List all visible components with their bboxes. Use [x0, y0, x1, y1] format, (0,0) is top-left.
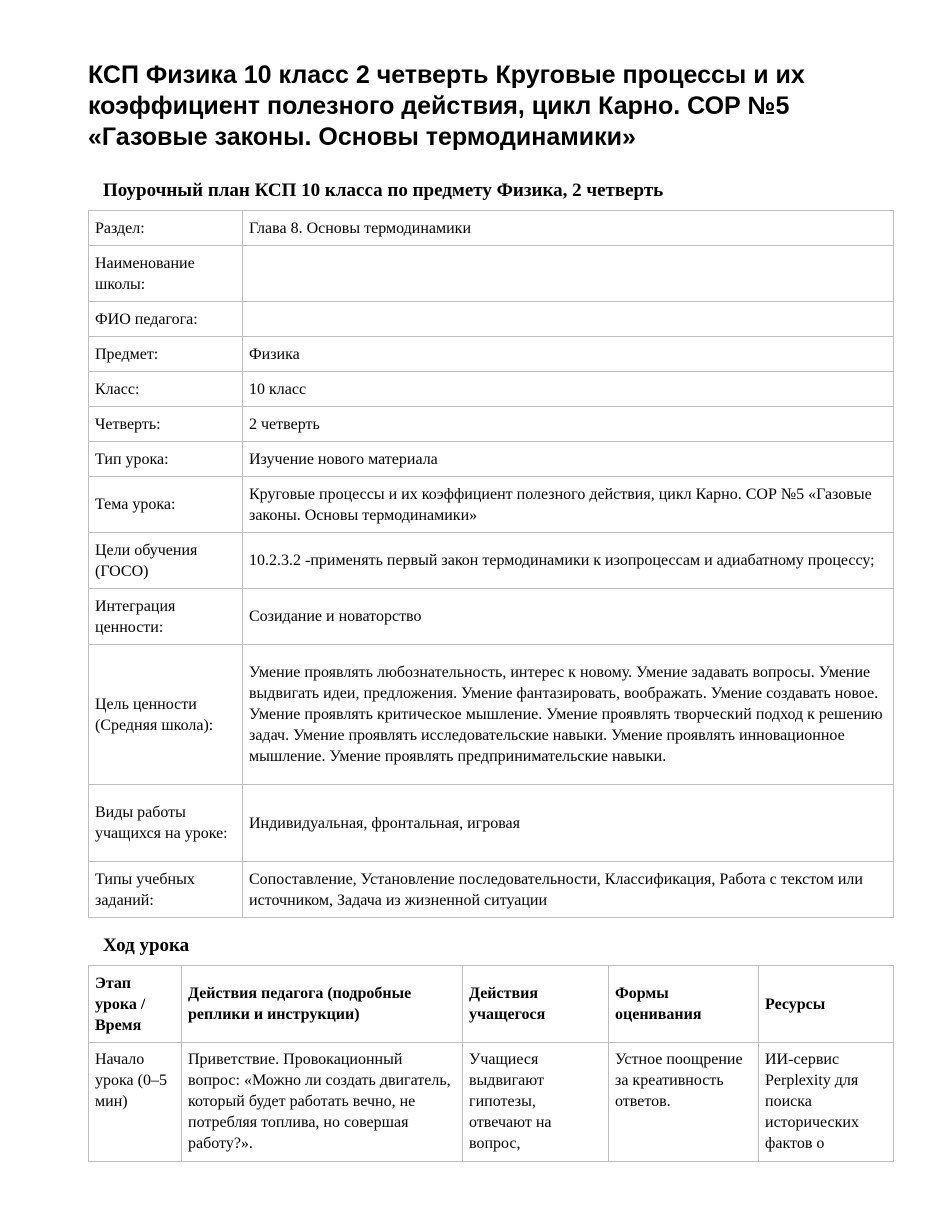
table-row: [89, 442, 894, 477]
row-label: Тема урока:: [89, 477, 243, 533]
row-label: ФИО педагога:: [89, 302, 243, 337]
table-row: [89, 372, 894, 407]
cell-student-actions: Учащиеся выдвигают гипотезы, отвечают на вопрос,: [463, 1043, 609, 1162]
row-label: Раздел:: [89, 211, 243, 246]
lesson-progress-heading: Ход урока: [103, 935, 190, 956]
table-row: [89, 785, 894, 862]
lesson-progress-table: [88, 965, 894, 1162]
cell-teacher-actions: Приветствие. Провокационный вопрос: «Можно ли создать двигатель, который будет работать вечно, не потребляя топлива, но совершая работу?».: [182, 1043, 463, 1162]
column-header-stage: Этап урока / Время: [89, 966, 182, 1043]
table-row: [89, 533, 894, 589]
row-label: Наименование школы:: [89, 246, 243, 302]
row-value: 2 четверть: [243, 407, 894, 442]
row-label: Предмет:: [89, 337, 243, 372]
table-row: [89, 246, 894, 302]
table-row: [89, 477, 894, 533]
table-row: [89, 211, 894, 246]
table-row: [89, 645, 894, 785]
row-label: Четверть:: [89, 407, 243, 442]
row-value: Созидание и новаторство: [243, 589, 894, 645]
row-label: Класс:: [89, 372, 243, 407]
table-row: [89, 862, 894, 918]
row-value: [243, 246, 894, 302]
row-value: Индивидуальная, фронтальная, игровая: [243, 785, 894, 862]
plan-heading: Поурочный план КСП 10 класса по предмету Физика, 2 четверть: [103, 180, 664, 201]
table-row: [89, 302, 894, 337]
column-header-teacher-actions: Действия педагога (подробные реплики и инструкции): [182, 966, 463, 1043]
row-label: Интеграция ценности:: [89, 589, 243, 645]
row-value: Сопоставление, Установление последовательности, Классификация, Работа с текстом или источником, Задача из жизненной ситуации: [243, 862, 894, 918]
lesson-plan-info-table: [88, 210, 894, 918]
column-header-resources: Ресурсы: [759, 966, 894, 1043]
row-label: Тип урока:: [89, 442, 243, 477]
row-label: Типы учебных заданий:: [89, 862, 243, 918]
row-value: 10.2.3.2 -применять первый закон термодинамики к изопроцессам и адиабатному процессу;: [243, 533, 894, 589]
row-value: Круговые процессы и их коэффициент полезного действия, цикл Карно. СОР №5 «Газовые законы. Основы термодинамики»: [243, 477, 894, 533]
row-label: Цель ценности (Средняя школа):: [89, 645, 243, 785]
table-row: [89, 407, 894, 442]
cell-assessment: Устное поощрение за креативность ответов.: [609, 1043, 759, 1162]
row-value: 10 класс: [243, 372, 894, 407]
cell-resources: ИИ-сервис Perplexity для поиска исторических фактов о: [759, 1043, 894, 1162]
row-label: Цели обучения (ГОСО): [89, 533, 243, 589]
table-row: [89, 589, 894, 645]
column-header-student-actions: Действия учащегося: [463, 966, 609, 1043]
document-title: КСП Физика 10 класс 2 четверть Круговые процессы и их коэффициент полезного действия, цикл Карно. СОР №5 «Газовые законы. Основы термодинамики»: [88, 61, 805, 151]
row-value: [243, 302, 894, 337]
row-label: Виды работы учащихся на уроке:: [89, 785, 243, 862]
table-row: [89, 1043, 894, 1162]
cell-stage: Начало урока (0–5 мин): [89, 1043, 182, 1162]
row-value: Физика: [243, 337, 894, 372]
row-value: Глава 8. Основы термодинамики: [243, 211, 894, 246]
table-header-row: [89, 966, 894, 1043]
row-value: Изучение нового материала: [243, 442, 894, 477]
column-header-assessment: Формы оценивания: [609, 966, 759, 1043]
row-value: Умение проявлять любознательность, интерес к новому. Умение задавать вопросы. Умение выдвигать идеи, предложения. Умение фантазировать, воображать. Умение создавать новое. Умение проявлять критическое мышление. Умение проявлять творческий подход к решению задач. Умение проявлять исследовательские навыки. Умение проявлять инновационное мышление. Умение проявлять предпринимательские навыки.: [243, 645, 894, 785]
table-row: [89, 337, 894, 372]
